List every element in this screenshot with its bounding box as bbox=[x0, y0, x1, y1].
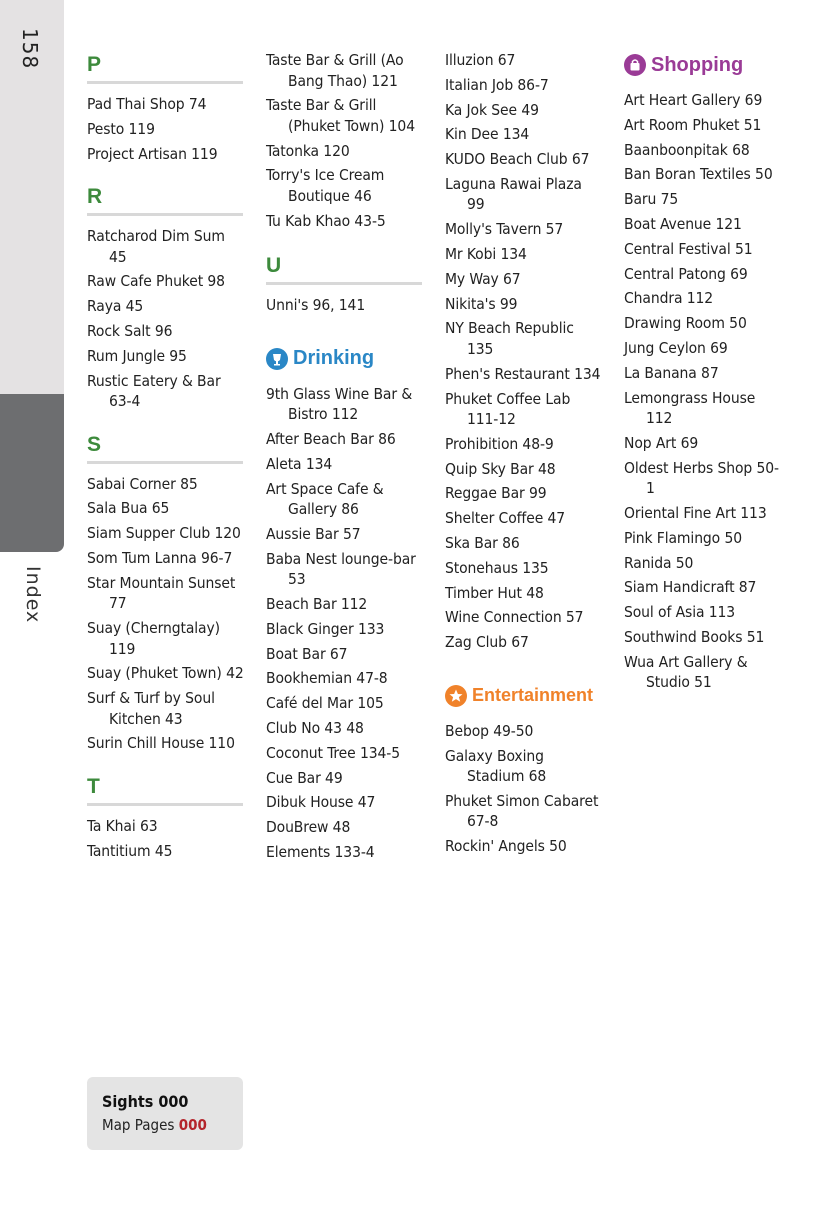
legend-map-pages-value: 000 bbox=[178, 1116, 207, 1134]
index-entry: Ska Bar 86 bbox=[445, 534, 520, 553]
index-entry: Oldest Herbs Shop 50-1 bbox=[624, 458, 779, 498]
index-entry: Siam Handicraft 87 bbox=[624, 578, 757, 597]
entry-list bbox=[266, 295, 424, 316]
index-entry: Soul of Asia 113 bbox=[624, 603, 736, 622]
index-entry: Kin Dee 134 bbox=[445, 125, 530, 144]
letter-group-r bbox=[87, 182, 245, 411]
index-entry: Surin Chill House 110 bbox=[87, 734, 235, 753]
entry-list bbox=[87, 226, 245, 411]
index-entry: Stonehaus 135 bbox=[445, 558, 549, 577]
entertainment-heading bbox=[445, 681, 603, 711]
index-entry: La Banana 87 bbox=[624, 363, 719, 382]
entry-list bbox=[266, 384, 424, 863]
index-entry: Unni's 96, 141 bbox=[266, 296, 366, 315]
entry-list bbox=[87, 816, 245, 861]
index-entry: Baru 75 bbox=[624, 190, 679, 209]
index-entry: Galaxy Boxing Stadium 68 bbox=[445, 746, 547, 786]
index-entry: Art Room Phuket 51 bbox=[624, 115, 762, 134]
index-entry: Rockin' Angels 50 bbox=[445, 837, 567, 856]
index-entry: Central Patong 69 bbox=[624, 264, 748, 283]
index-entry: Pad Thai Shop 74 bbox=[87, 95, 207, 113]
index-entry: Lemongrass House 112 bbox=[624, 388, 756, 428]
index-entry: Raya 45 bbox=[87, 297, 144, 316]
letter-heading: R bbox=[87, 182, 243, 216]
index-column-4 bbox=[624, 50, 782, 697]
index-column-1 bbox=[87, 50, 245, 879]
index-entry: Mr Kobi 134 bbox=[445, 245, 527, 264]
section-label: Index bbox=[22, 566, 44, 624]
index-entry: Molly's Tavern 57 bbox=[445, 220, 564, 239]
index-entry: Illuzion 67 bbox=[445, 51, 516, 69]
entry-list bbox=[445, 721, 603, 857]
index-entry: Ranida 50 bbox=[624, 553, 694, 572]
index-entry: Laguna Rawai Plaza 99 bbox=[445, 174, 582, 214]
index-entry: Aussie Bar 57 bbox=[266, 524, 361, 543]
index-entry: Baba Nest lounge-bar 53 bbox=[266, 549, 416, 589]
index-entry: Italian Job 86-7 bbox=[445, 75, 549, 94]
letter-group-s bbox=[87, 430, 245, 754]
index-entry: Bookhemian 47-8 bbox=[266, 669, 388, 688]
index-column-3 bbox=[445, 50, 603, 861]
index-entry: Suay (Cherngtalay) 119 bbox=[87, 619, 220, 658]
index-entry: Tantitium 45 bbox=[87, 841, 173, 860]
shopping-bag-icon bbox=[624, 54, 646, 76]
index-entry: Som Tum Lanna 96-7 bbox=[87, 548, 233, 567]
index-entry: Ta Khai 63 bbox=[87, 816, 158, 835]
index-entry: Quip Sky Bar 48 bbox=[445, 459, 556, 478]
letter-heading: T bbox=[87, 772, 243, 806]
index-entry: Project Artisan 119 bbox=[87, 144, 218, 163]
index-entry: Rock Salt 96 bbox=[87, 321, 173, 340]
index-entry: Prohibition 48-9 bbox=[445, 434, 554, 453]
index-entry: Suay (Phuket Town) 42 bbox=[87, 664, 244, 683]
index-entry: Café del Mar 105 bbox=[266, 694, 384, 713]
index-entry: Siam Supper Club 120 bbox=[87, 524, 241, 543]
index-entry: My Way 67 bbox=[445, 269, 521, 288]
index-entry: Elements 133-4 bbox=[266, 842, 375, 861]
index-entry: Torry's Ice Cream Boutique 46 bbox=[266, 166, 385, 205]
index-entry: Southwind Books 51 bbox=[624, 627, 765, 646]
index-entry: Bebop 49-50 bbox=[445, 721, 534, 740]
index-entry: Nop Art 69 bbox=[624, 433, 699, 452]
index-entry: Beach Bar 112 bbox=[266, 594, 368, 613]
index-entry: Coconut Tree 134-5 bbox=[266, 743, 400, 762]
index-entry: Sala Bua 65 bbox=[87, 499, 170, 518]
index-entry: Boat Bar 67 bbox=[266, 644, 348, 663]
index-entry: Ban Boran Textiles 50 bbox=[624, 165, 773, 184]
drinking-heading bbox=[266, 344, 424, 374]
shopping-title: Shopping bbox=[651, 53, 744, 76]
index-entry: Phuket Coffee Lab 111-12 bbox=[445, 389, 571, 429]
index-entry: After Beach Bar 86 bbox=[266, 429, 396, 448]
legend-box bbox=[87, 1077, 243, 1150]
legend-map-pages-label: Map Pages bbox=[102, 1116, 175, 1134]
index-entry: Oriental Fine Art 113 bbox=[624, 503, 767, 522]
index-entry: Drawing Room 50 bbox=[624, 314, 747, 333]
index-entry: Jung Ceylon 69 bbox=[624, 338, 728, 357]
index-entry: Dibuk House 47 bbox=[266, 793, 376, 812]
entry-list bbox=[87, 474, 245, 754]
index-entry: Star Mountain Sunset 77 bbox=[87, 573, 236, 613]
letter-group-u bbox=[266, 251, 424, 316]
index-column-2 bbox=[266, 50, 424, 867]
entry-list bbox=[445, 50, 603, 653]
star-icon bbox=[445, 685, 467, 707]
index-entry: Zag Club 67 bbox=[445, 633, 529, 652]
index-entry: Cue Bar 49 bbox=[266, 768, 343, 787]
index-entry: Rustic Eatery & Bar 63-4 bbox=[87, 371, 221, 411]
index-entry: Sabai Corner 85 bbox=[87, 474, 198, 493]
legend-sights: Sights 000 bbox=[102, 1092, 189, 1111]
index-entry: Central Festival 51 bbox=[624, 239, 753, 258]
index-entry: Pink Flamingo 50 bbox=[624, 528, 742, 547]
index-entry: 9th Glass Wine Bar & Bistro 112 bbox=[266, 384, 413, 424]
index-entry: Black Ginger 133 bbox=[266, 619, 385, 638]
index-entry: Reggae Bar 99 bbox=[445, 484, 547, 503]
index-entry: Aleta 134 bbox=[266, 454, 333, 473]
letter-heading: S bbox=[87, 430, 243, 464]
index-entry: Taste Bar & Grill (Phuket Town) 104 bbox=[266, 96, 415, 135]
letter-group-t bbox=[87, 772, 245, 861]
letter-group-p bbox=[87, 50, 245, 164]
index-entry: Baanboonpitak 68 bbox=[624, 140, 750, 159]
page-number: 158 bbox=[18, 28, 42, 70]
index-entry: NY Beach Republic 135 bbox=[445, 319, 574, 358]
index-entry: Nikita's 99 bbox=[445, 294, 518, 313]
index-entry: Boat Avenue 121 bbox=[624, 214, 742, 233]
index-entry: Art Heart Gallery 69 bbox=[624, 91, 763, 109]
index-entry: Taste Bar & Grill (Ao Bang Thao) 121 bbox=[266, 51, 404, 90]
index-entry: Ratcharod Dim Sum 45 bbox=[87, 227, 225, 266]
legend-map-pages bbox=[102, 1116, 243, 1134]
index-entry: Shelter Coffee 47 bbox=[445, 509, 566, 528]
shopping-heading bbox=[624, 50, 782, 80]
index-entry: Surf & Turf by Soul Kitchen 43 bbox=[87, 689, 215, 728]
drinking-title: Drinking bbox=[293, 347, 375, 370]
index-entry: Ka Jok See 49 bbox=[445, 100, 539, 119]
letter-heading: U bbox=[266, 251, 422, 285]
index-entry: Chandra 112 bbox=[624, 289, 714, 308]
entry-list bbox=[87, 94, 245, 164]
index-entry: Tatonka 120 bbox=[266, 141, 350, 160]
drinking-glass-icon bbox=[266, 348, 288, 370]
entry-list bbox=[266, 50, 424, 231]
entertainment-title: Entertainment bbox=[472, 685, 594, 706]
index-entry: Tu Kab Khao 43-5 bbox=[266, 211, 386, 230]
index-entry: Club No 43 48 bbox=[266, 718, 364, 737]
index-entry: Rum Jungle 95 bbox=[87, 346, 187, 365]
index-entry: Wine Connection 57 bbox=[445, 608, 584, 627]
index-entry: Raw Cafe Phuket 98 bbox=[87, 272, 225, 291]
index-entry: Art Space Cafe & Gallery 86 bbox=[266, 479, 384, 519]
index-entry: Phen's Restaurant 134 bbox=[445, 364, 601, 383]
index-entry: Pesto 119 bbox=[87, 119, 155, 138]
entry-list bbox=[624, 90, 782, 693]
letter-heading: P bbox=[87, 50, 243, 84]
side-tab-dark bbox=[0, 394, 64, 552]
index-entry: DouBrew 48 bbox=[266, 818, 351, 837]
index-entry: Phuket Simon Cabaret 67-8 bbox=[445, 791, 599, 831]
index-entry: Timber Hut 48 bbox=[445, 583, 544, 602]
index-entry: Wua Art Gallery & Studio 51 bbox=[624, 652, 748, 692]
index-entry: KUDO Beach Club 67 bbox=[445, 150, 590, 169]
